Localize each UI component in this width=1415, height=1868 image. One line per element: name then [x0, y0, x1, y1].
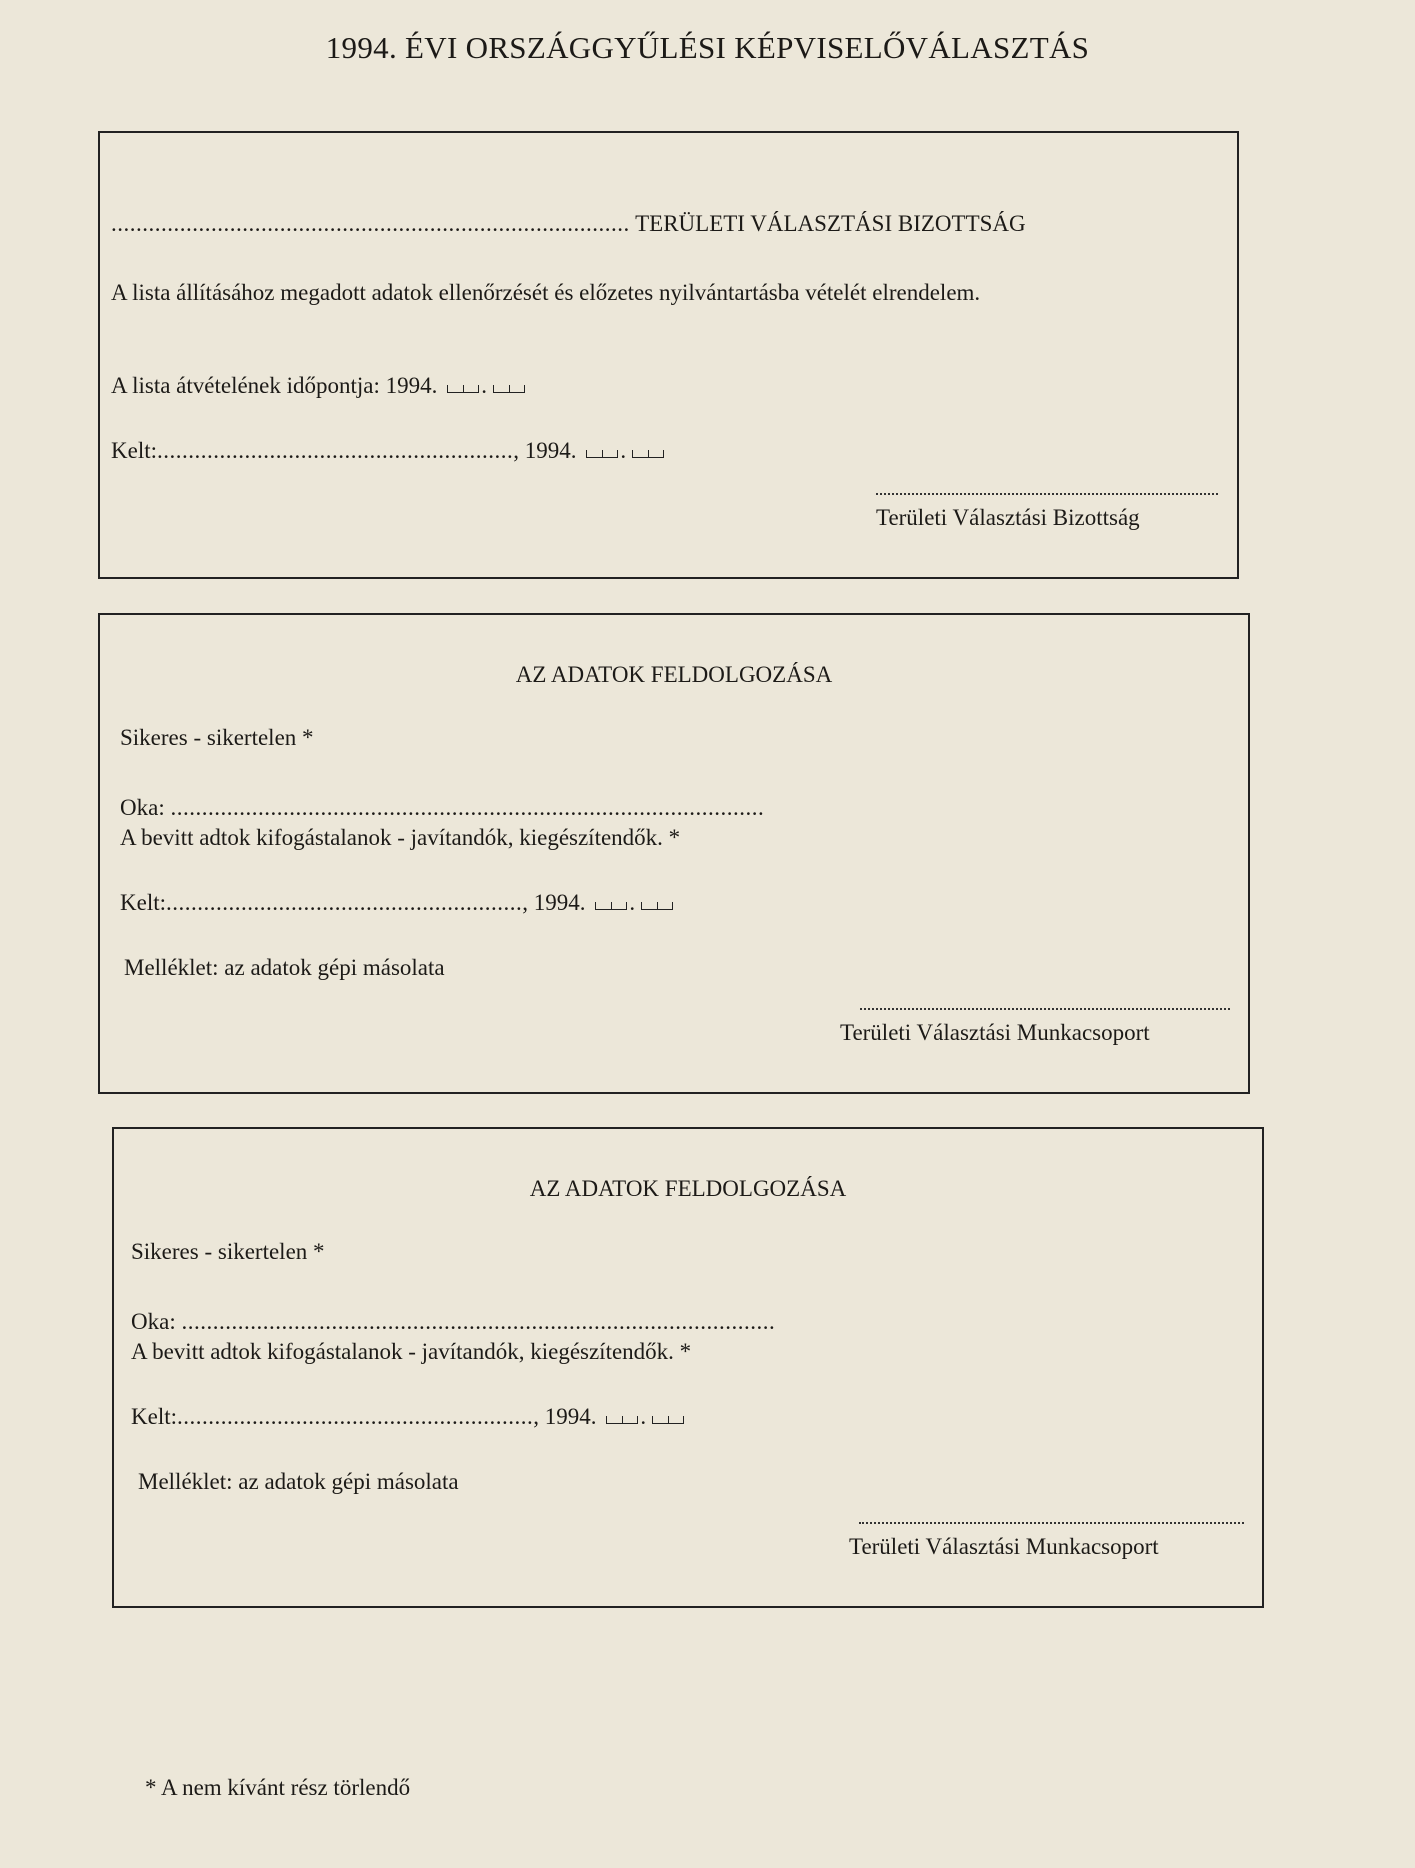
kelt-month-field[interactable] [595, 890, 627, 916]
footnote: * A nem kívánt rész törlendő [145, 1775, 411, 1800]
signature-label: Területi Választási Munkacsoport [849, 1534, 1159, 1559]
processing-box-2 [112, 1127, 1264, 1608]
kelt-day-field[interactable] [632, 438, 664, 464]
committee-name-field[interactable]: ................................................................................... [111, 211, 630, 236]
kelt-place-field[interactable]: ......................................................... [157, 438, 514, 463]
kelt-row: Kelt:........................................................., 1994. . [120, 890, 673, 916]
signature-line[interactable] [859, 1522, 1244, 1524]
kelt-day-field[interactable] [641, 890, 673, 916]
signature-line[interactable] [876, 493, 1218, 495]
data-status-choice[interactable]: A bevitt adtok kifogástalanok - javítandók, kiegészítendők. * [120, 825, 681, 850]
kelt-day-field[interactable] [652, 1404, 684, 1430]
processing-heading: AZ ADATOK FELDOLGOZÁSA [515, 662, 833, 687]
reason-field[interactable]: ............................................................................................... [170, 795, 765, 820]
kelt-year: , 1994. [522, 890, 586, 915]
processing-box-1 [98, 613, 1250, 1094]
reason-field[interactable]: ............................................................................................... [181, 1309, 776, 1334]
success-choice[interactable]: Sikeres - sikertelen * [131, 1239, 325, 1264]
data-status-choice[interactable]: A bevitt adtok kifogástalanok - javítandók, kiegészítendők. * [131, 1339, 692, 1364]
attachment-note: Melléklet: az adatok gépi másolata [138, 1469, 459, 1494]
processing-heading: AZ ADATOK FELDOLGOZÁSA [529, 1176, 847, 1201]
kelt-place-field[interactable]: ......................................................... [166, 890, 523, 915]
committee-box [98, 131, 1239, 579]
receipt-month-field[interactable] [447, 373, 479, 399]
signature-line[interactable] [860, 1008, 1230, 1010]
reason-label: Oka: [120, 795, 165, 820]
kelt-row: Kelt:........................................................., 1994. . [111, 438, 664, 464]
reason-row [131, 1309, 775, 1335]
kelt-label: Kelt: [131, 1404, 177, 1429]
attachment-note: Melléklet: az adatok gépi másolata [124, 955, 445, 980]
reason-label: Oka: [131, 1309, 176, 1334]
kelt-place-field[interactable]: ......................................................... [177, 1404, 534, 1429]
kelt-year: , 1994. [513, 438, 577, 463]
order-paragraph: A lista állításához megadott adatok ellenőrzését és előzetes nyilvántartásba vételét elrendelem. [111, 280, 981, 305]
kelt-month-field[interactable] [586, 438, 618, 464]
receipt-label: A lista átvételének időpontja: 1994. [111, 373, 438, 398]
receipt-day-field[interactable] [493, 373, 525, 399]
page-title: 1994. ÉVI ORSZÁGGYŰLÉSI KÉPVISELŐVÁLASZTÁS [325, 30, 1090, 65]
reason-row [120, 795, 764, 821]
committee-label: TERÜLETI VÁLASZTÁSI BIZOTTSÁG [635, 211, 1026, 236]
kelt-row: Kelt:........................................................., 1994. . [131, 1404, 684, 1430]
signature-label: Területi Választási Munkacsoport [840, 1020, 1150, 1045]
success-choice[interactable]: Sikeres - sikertelen * [120, 725, 314, 750]
kelt-label: Kelt: [111, 438, 157, 463]
kelt-year: , 1994. [533, 1404, 597, 1429]
kelt-label: Kelt: [120, 890, 166, 915]
kelt-month-field[interactable] [606, 1404, 638, 1430]
signature-label: Területi Választási Bizottság [876, 505, 1140, 530]
committee-header [111, 211, 1026, 237]
receipt-row: A lista átvételének időpontja: 1994. . [111, 373, 525, 399]
